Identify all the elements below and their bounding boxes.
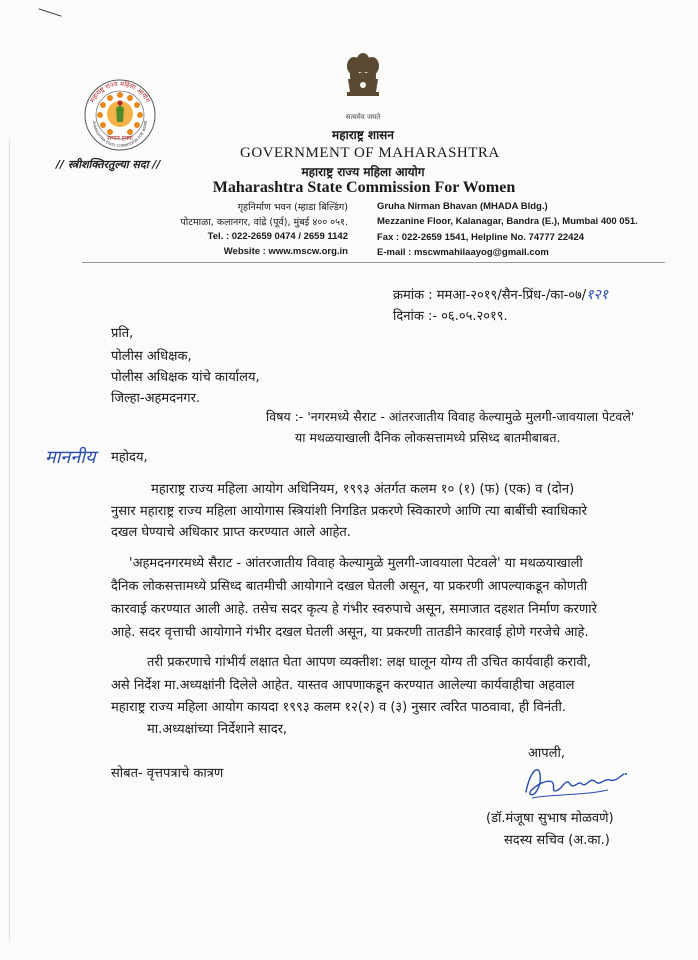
paragraph-3-line-1: तरी प्रकरणाचे गांभीर्य लक्षात घेता आपण व्यक्तीश: लक्ष घालून योग्य ती उचित कार्यवाही करावी,: [147, 655, 592, 670]
telephone: Tel. : 022-2659 0474 / 2659 1142: [207, 231, 348, 242]
subject-line-2: या मथळयाखाली दैनिक लोकसत्तामध्ये प्रसिध्द बातमीबाबत.: [295, 430, 561, 445]
reference-date: दिनांक :- ०६.०५.२०१९.: [393, 309, 508, 324]
reference-number-handwritten: १२१: [586, 287, 609, 303]
national-emblem-icon: [340, 52, 386, 110]
addressee-line-1: पोलीस अधिक्षक,: [111, 349, 192, 364]
handwritten-signature: [520, 754, 630, 804]
commission-name-english: Maharashtra State Commission For Women: [212, 179, 516, 196]
address-marathi-2: पोटमाळा, कलानगर, वांद्रे (पूर्व), मुंबई ४०० ०५१.: [180, 217, 348, 228]
email: E-mail : mscwmahilaayog@gmail.com: [377, 247, 549, 258]
signature-aapli: आपली,: [528, 746, 565, 761]
salutation-handwritten: माननीय: [45, 447, 96, 468]
commission-name-marathi: महाराष्ट्र राज्य महिला आयोग: [301, 165, 425, 179]
salutation: महोदय,: [111, 450, 148, 465]
addressee-line-2: पोलीस अधिक्षक यांचे कार्यालय,: [111, 370, 260, 385]
paragraph-2-line-2: दैनिक लोकसत्तामध्ये प्रसिध्द बातमीची आयोगाने दखल घेतली असून, या प्रकरणी आपल्याकडून कोणती: [111, 579, 588, 594]
logo-ring-text: [83, 78, 157, 152]
paragraph-1-line-1: महाराष्ट्र राज्य महिला आयोग अधिनियम, १९९३ अंतर्गत कलम १० (१) (फ) (एक) व (दोन): [151, 482, 575, 497]
emblem-motto: सत्यमेव जयते: [345, 113, 381, 121]
corner-pen-mark: [38, 8, 61, 16]
signatory-designation: सदस्य सचिव (अ.का.): [504, 833, 610, 848]
fax-helpline: Fax : 022-2659 1541, Helpline No. 74777 22424: [377, 232, 585, 243]
government-title: GOVERNMENT OF MAHARASHTRA: [240, 145, 500, 161]
reference-number-text: क्रमांक : ममआ-२०१९/सैन-प्रिंध-/का-०७/: [393, 288, 587, 303]
svg-text:महाराष्ट्र राज्य महिला आयोग: [88, 80, 152, 104]
header-divider: [82, 262, 665, 263]
paragraph-2-line-4: आहे. सदर वृत्ताची आयोगाने गंभीर दखल घेतली असून, या प्रकरणी तातडीने कारवाई होणे गरजेचे आहे.: [111, 625, 589, 640]
logo-tagline: // स्त्रीशक्तिरतुल्या सदा //: [56, 158, 161, 171]
closing-line: मा.अध्यक्षांच्या निर्देशाने सादर,: [147, 722, 288, 737]
reference-number: [393, 285, 608, 304]
paragraph-1-line-3: दखल घेण्याचे अधिकार प्राप्त करण्यात आले आहेत.: [111, 525, 351, 540]
logo-center-text: समान हक्क: [107, 135, 133, 142]
paragraph-1-line-2: नुसार महाराष्ट्र राज्य महिला आयोगास स्त्रियांशी निगडित प्रकरणे स्विकारणे आणि त्या बाबींची स्वाधिकारे: [111, 504, 587, 519]
website: Website : www.mscw.org.in: [223, 246, 348, 257]
subject-line-1: विषय :- 'नगरमध्ये सैराट - आंतरजातीय विवाह केल्यामुळे मुलगी-जावयाला पेटवले': [266, 409, 635, 424]
signatory-name: (डॉ.मंजूषा सुभाष मोळवणे): [486, 811, 614, 826]
address-english-2: Mezzanine Floor, Kalanagar, Bandra (E.), Mumbai 400 051.: [377, 216, 638, 227]
enclosure-note: सोबत- वृत्तपत्राचे कात्रण: [111, 766, 224, 781]
paragraph-2-line-1: 'अहमदनगरमध्ये सैराट - आंतरजातीय विवाह केल्यामुळे मुलगी-जावयाला पेटवले' या मथळयाखाली: [129, 556, 583, 571]
logo-ring-marathi: महाराष्ट्र राज्य महिला आयोग: [88, 79, 152, 104]
paragraph-3-line-2: असे निर्देश मा.अध्यक्षांनी दिलेले आहेत. यास्तव आपणाकडून करण्यात आलेल्या कार्यवाहीचा अहवाल: [111, 678, 575, 693]
page-edge-line: [9, 140, 10, 940]
addressee-line-3: जिल्हा-अहमदनगर.: [111, 391, 201, 406]
address-english-1: Gruha Nirman Bhavan (MHADA Bldg.): [377, 201, 548, 212]
maharashtra-shasan: महाराष्ट्र शासन: [332, 128, 394, 142]
addressee-prati: प्रति,: [111, 326, 134, 341]
paragraph-2-line-3: कारवाई करण्यात आली आहे. तसेच सदर कृत्य हे गंभीर स्वरुपाचे असून, समाजात दहशत निर्माण करणारे: [111, 602, 597, 617]
address-marathi-1: गृहनिर्माण भवन (म्हाडा बिल्डिंग): [237, 202, 348, 213]
paragraph-3-line-3: महाराष्ट्र राज्य महिला आयोग कायदा १९९३ कलम १२(२) व (३) नुसार त्वरित पाठवावा, ही विनंती.: [111, 700, 566, 715]
logo-ring-english: AHARASHTRA STATE COMMISSION FOR WOME: [91, 120, 149, 149]
